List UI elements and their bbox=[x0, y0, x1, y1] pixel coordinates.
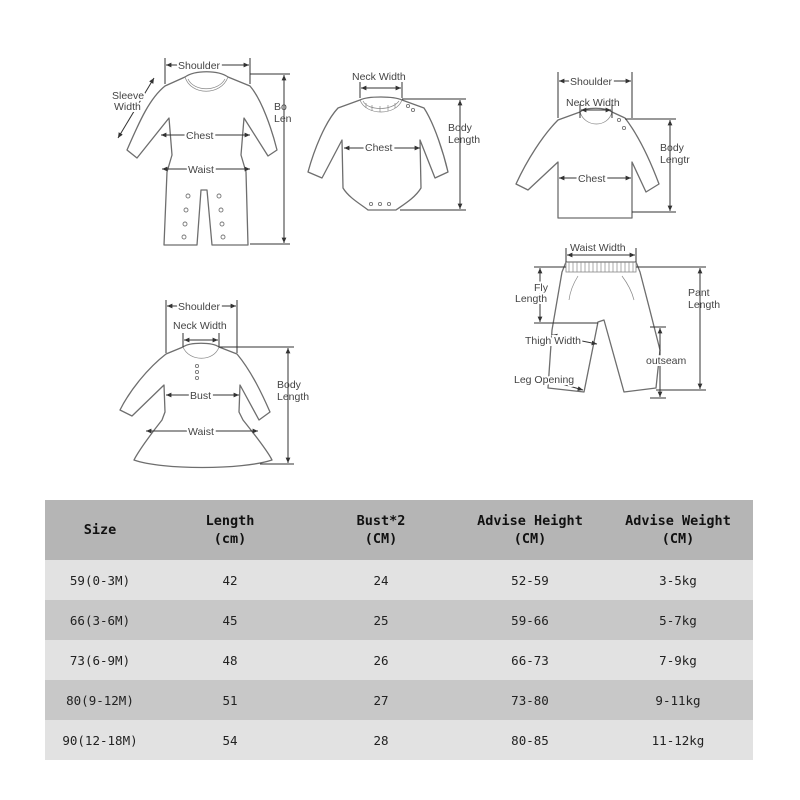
cell-length: 45 bbox=[155, 600, 305, 640]
romper-sleeve-width-label-2: Width bbox=[114, 101, 141, 113]
bodysuit-body-length-label: Body bbox=[448, 122, 472, 134]
pants-leg-opening-label: Leg Opening bbox=[514, 374, 575, 386]
romper-shoulder-label: Shoulder bbox=[178, 60, 221, 72]
dress-shoulder-label: Shoulder bbox=[178, 301, 221, 313]
pants-fly-length-label: Fly bbox=[534, 282, 548, 294]
cell-advise-height: 80-85 bbox=[457, 720, 603, 760]
top-body-length-label-2: Lengtr bbox=[660, 154, 690, 166]
bodysuit-body-length-label-2: Length bbox=[448, 134, 481, 146]
bodysuit-neck-width-label: Neck Width bbox=[352, 71, 406, 83]
cell-bust: 26 bbox=[305, 640, 457, 680]
table-header-row bbox=[45, 500, 753, 560]
bodysuit-diagram bbox=[308, 71, 480, 210]
table-row bbox=[45, 560, 753, 600]
pants-fly-length-label-2: Length bbox=[515, 293, 548, 305]
dress-bust-label: Bust bbox=[190, 390, 212, 402]
romper-diagram bbox=[112, 58, 292, 245]
cell-advise-height: 66-73 bbox=[457, 640, 603, 680]
cell-length: 42 bbox=[155, 560, 305, 600]
pants-outseam-label: outseam bbox=[646, 355, 687, 367]
cell-size: 73(6-9M) bbox=[45, 640, 155, 680]
top-body-length-label: Body bbox=[660, 142, 684, 154]
top-chest-label: Chest bbox=[578, 173, 606, 185]
top-diagram bbox=[516, 72, 690, 218]
cell-size: 90(12-18M) bbox=[45, 720, 155, 760]
dress-body-length-label: Body bbox=[277, 379, 301, 391]
table-row bbox=[45, 640, 753, 680]
pants-diagram bbox=[514, 242, 720, 398]
cell-length: 54 bbox=[155, 720, 305, 760]
cell-bust: 24 bbox=[305, 560, 457, 600]
cell-length: 48 bbox=[155, 640, 305, 680]
pants-pant-length-label-2: Length bbox=[688, 299, 721, 311]
table-row bbox=[45, 680, 753, 720]
cell-advise-height: 59-66 bbox=[457, 600, 603, 640]
cell-advise-weight: 11-12kg bbox=[603, 720, 753, 760]
romper-body-length-label: Bo bbox=[274, 101, 287, 113]
cell-advise-weight: 7-9kg bbox=[603, 640, 753, 680]
size-chart-table bbox=[45, 500, 753, 760]
dress-waist-label: Waist bbox=[188, 426, 214, 438]
bodysuit-chest-label: Chest bbox=[365, 142, 393, 154]
cell-advise-height: 73-80 bbox=[457, 680, 603, 720]
cell-advise-weight: 5-7kg bbox=[603, 600, 753, 640]
header-bust: Bust*2 (CM) bbox=[305, 500, 457, 560]
pants-pant-length-label: Pant bbox=[688, 287, 710, 299]
header-advise-height: Advise Height (CM) bbox=[457, 500, 603, 560]
header-length: Length (cm) bbox=[155, 500, 305, 560]
romper-waist-label: Waist bbox=[188, 164, 214, 176]
cell-bust: 28 bbox=[305, 720, 457, 760]
top-neck-width-label: Neck Width bbox=[566, 97, 620, 109]
cell-size: 59(0-3M) bbox=[45, 560, 155, 600]
header-size: Size bbox=[45, 500, 155, 560]
header-advise-weight: Advise Weight (CM) bbox=[603, 500, 753, 560]
cell-length: 51 bbox=[155, 680, 305, 720]
dress-body-length-label-2: Length bbox=[277, 391, 310, 403]
top-shoulder-label: Shoulder bbox=[570, 76, 613, 88]
table-row bbox=[45, 720, 753, 760]
romper-chest-label: Chest bbox=[186, 130, 214, 142]
dress-diagram bbox=[120, 300, 309, 468]
cell-bust: 25 bbox=[305, 600, 457, 640]
cell-size: 80(9-12M) bbox=[45, 680, 155, 720]
romper-sleeve-width-label: Sleeve bbox=[112, 90, 145, 102]
dress-neck-width-label: Neck Width bbox=[173, 320, 227, 332]
cell-advise-height: 52-59 bbox=[457, 560, 603, 600]
cell-advise-weight: 3-5kg bbox=[603, 560, 753, 600]
cell-size: 66(3-6M) bbox=[45, 600, 155, 640]
cell-advise-weight: 9-11kg bbox=[603, 680, 753, 720]
romper-body-length-label-2: Len bbox=[274, 113, 292, 125]
pants-waist-width-label: Waist Width bbox=[570, 242, 626, 254]
pants-thigh-width-label: Thigh Width bbox=[525, 335, 582, 347]
cell-bust: 27 bbox=[305, 680, 457, 720]
table-row bbox=[45, 600, 753, 640]
